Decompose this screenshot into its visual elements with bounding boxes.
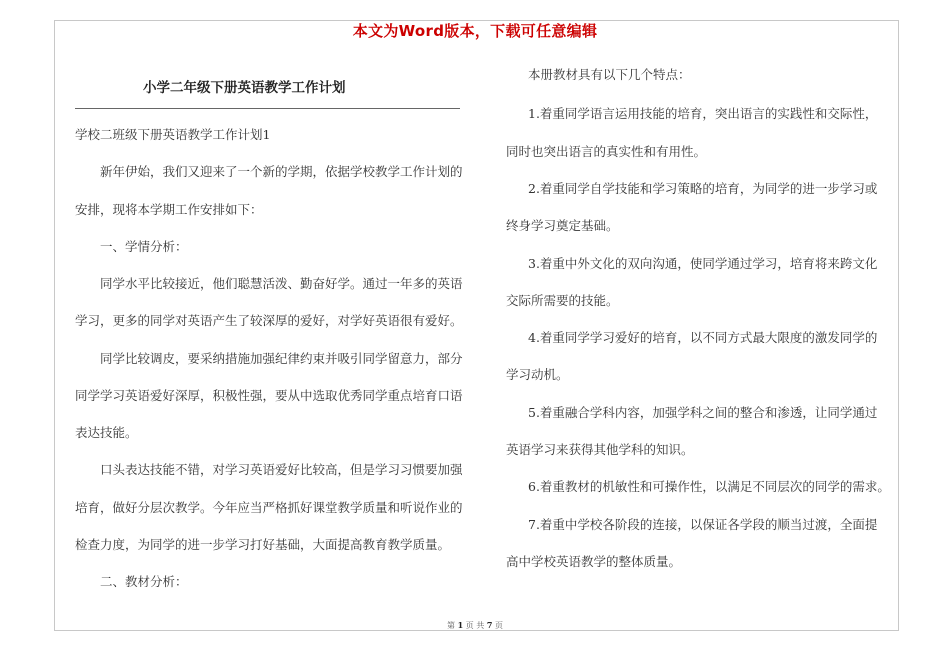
word-version-banner: 本文为Word版本，下载可任意编辑 [352, 22, 598, 40]
paragraph-line: 同学学习英语爱好深厚，积极性强，要从中选取优秀同学重点培育口语 [75, 388, 463, 403]
total-pages-number: 7 [486, 620, 493, 630]
list-item: 6.着重教材的机敏性和可操作性，以满足不同层次的同学的需求。 [528, 479, 890, 494]
paragraph-line: 学校二班级下册英语教学工作计划1 [75, 127, 271, 142]
paragraph-line: 终身学习奠定基础。 [506, 218, 619, 233]
footer-prefix: 第 [447, 621, 456, 630]
footer-mid: 页 共 [465, 621, 485, 630]
section-heading: 二、教材分析： [100, 574, 188, 589]
paragraph-line: 同学水平比较接近，他们聪慧活泼、勤奋好学。通过一年多的英语 [100, 276, 463, 291]
current-page-number: 1 [457, 620, 464, 630]
page-footer [0, 620, 950, 631]
paragraph-line: 安排，现将本学期工作安排如下： [75, 202, 263, 217]
paragraph-line: 培育，做好分层次教学。今年应当严格抓好课堂教学质量和听说作业的 [75, 500, 463, 515]
paragraph-line: 口头表达技能不错，对学习英语爱好比较高，但是学习习惯要加强 [100, 462, 463, 477]
list-item: 2.着重同学自学技能和学习策略的培育，为同学的进一步学习或 [528, 181, 878, 196]
paragraph-line: 检查力度，为同学的进一步学习打好基础，大面提高教育教学质量。 [75, 537, 451, 552]
title-divider [75, 108, 460, 109]
paragraph-line: 交际所需要的技能。 [506, 293, 619, 308]
list-item: 7.着重中学校各阶段的连接，以保证各学段的顺当过渡，全面提 [528, 517, 878, 532]
document-title: 小学二年级下册英语教学工作计划 [143, 80, 346, 96]
paragraph-line: 学习动机。 [506, 367, 569, 382]
paragraph-line: 同学比较调皮，要采纳措施加强纪律约束并吸引同学留意力，部分 [100, 351, 463, 366]
list-item: 3.着重中外文化的双向沟通，使同学通过学习，培育将来跨文化 [528, 256, 878, 271]
paragraph-line: 新年伊始，我们又迎来了一个新的学期，依据学校教学工作计划的 [100, 164, 463, 179]
paragraph-line: 学习，更多的同学对英语产生了较深厚的爱好，对学好英语很有爱好。 [75, 313, 463, 328]
section-heading: 一、学情分析： [100, 239, 188, 254]
paragraph-line: 本册教材具有以下几个特点： [528, 67, 691, 82]
list-item: 1.着重同学语言运用技能的培育，突出语言的实践性和交际性， [528, 106, 878, 121]
paragraph-line: 表达技能。 [75, 425, 138, 440]
list-item: 5.着重融合学科内容，加强学科之间的整合和渗透，让同学通过 [528, 405, 878, 420]
paragraph-line: 高中学校英语教学的整体质量。 [506, 554, 682, 569]
paragraph-line: 同时也突出语言的真实性和有用性。 [506, 144, 707, 159]
paragraph-line: 英语学习来获得其他学科的知识。 [506, 442, 694, 457]
footer-suffix: 页 [494, 621, 503, 630]
list-item: 4.着重同学学习爱好的培育，以不同方式最大限度的激发同学的 [528, 330, 878, 345]
